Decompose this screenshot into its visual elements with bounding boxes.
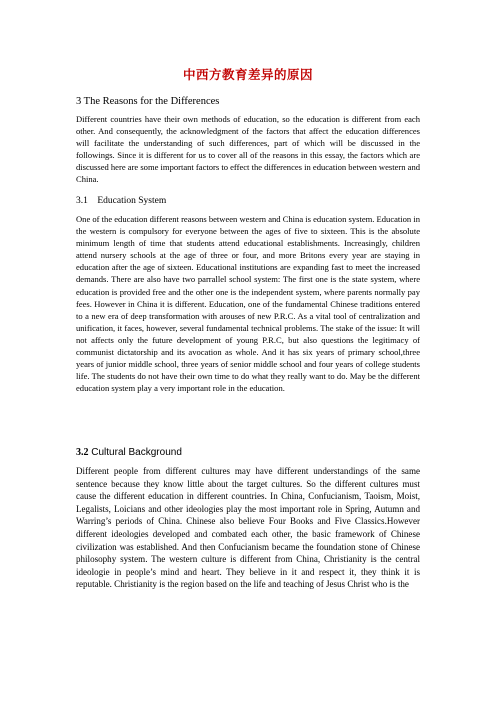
subsection-title: Cultural Background	[88, 447, 182, 458]
subsection-heading-cultural-background	[76, 447, 182, 458]
intro-paragraph: Different countries have their own methods of education, so the education is different from each other. And consequently, the acknowledgment of the factors that affect the education differences will facilitate the understanding of such differences, part of which will be discussed in the followings. Since it is different for us to cover all of the reasons in this essay, the factors which are discussed here are some important factors to effect the differences in education between western and China.	[76, 114, 420, 185]
education-system-paragraph: One of the education different reasons between western and China is education system. Education in the western is compulsory for everyone between the ages of five to sixteen. This is the absolute minimum length of time that students attend educational establishments. Increasingly, children attend nursery schools at the age of three or four, and more Britons every year are staying in education after the age of sixteen. Educational institutions are expanding fast to meet the increased demands. There are also have two parrallel school system: The first one is the state system, where education is provided free and the other one is the independent system, where parents normally pay fees. However in China it is different. Education, one of the fundamental Chinese traditions entered to a new era of deep transformation with arouses of new P.R.C. As a vital tool of centralization and unification, it faces, however, several fundamental technical problems. The stake of the issue: It will not affects only the future development of young P.R.C, but also questions the legitimacy of communist dictatorship and its avocation as whole. And it has six years of primary school,three years of junior middle school, three years of senior middle school and four years of college students life. The students do not have their own time to do what they really want to do. May be the different education system play a very important role in the education.	[76, 214, 420, 394]
section-heading: 3 The Reasons for the Differences	[76, 96, 220, 107]
subsection-heading-education-system: 3.1 Education System	[76, 196, 167, 206]
cultural-background-paragraph: Different people from different cultures may have different understandings of the same sentence because they know little about the target cultures. So the different cultures must cause the different education in different countries. In China, Confucianism, Taoism, Moist, Legalists, Loicians and other ideologies play the most important role in Spring, Autumn and Warring’s periods of China. Chinese also believe Four Books and Five Classics.However different ideologies developed and combated each other, the basic framework of Chinese civilization was established. And then Confucianism became the foundation stone of Chinese philosophy system. The western culture is different from China, Christianity is the central ideologie in people’s mind and heart. They believe in it and respect it, they think it is reputable. Christianity is the region based on the life and teaching of Jesus Christ who is the	[76, 466, 420, 590]
subsection-number: 3.2	[76, 447, 89, 458]
document-title: 中西方教育差异的原因	[182, 67, 313, 82]
